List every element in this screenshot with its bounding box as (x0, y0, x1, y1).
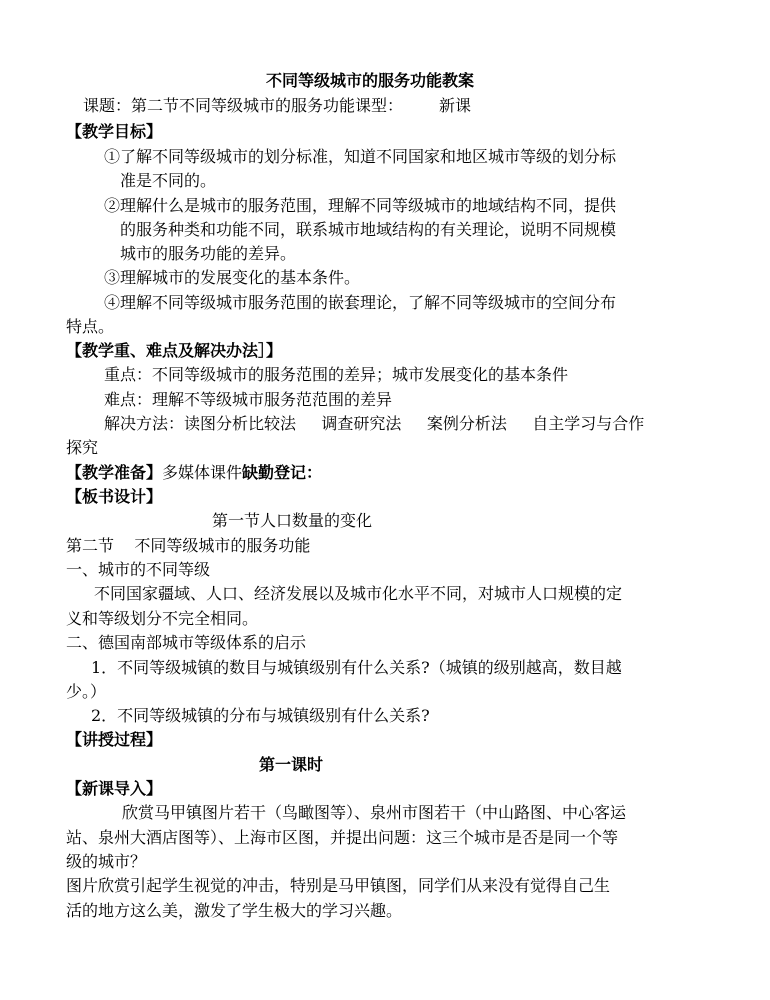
section-heading-goals: 【教学目标】 (66, 122, 163, 141)
board-line-2: 第二节 不同等级城市的服务功能 (66, 536, 311, 555)
absence-label: 缺勤登记： (242, 463, 323, 482)
board-question-2: 2．不同等级城镇的分布与城镇级别有什么关系? (91, 706, 430, 725)
prep-line (66, 462, 322, 484)
section-heading-process: 【讲授过程】 (66, 730, 163, 749)
section-heading-prep: 【教学准备】 (66, 463, 163, 482)
intro-line-d: 图片欣赏引起学生视觉的冲击，特别是马甲镇图，同学们从来没有觉得自己生 (66, 876, 611, 895)
board-line-5: 二、德国南部城市等级体系的启示 (66, 633, 307, 652)
section-heading-key-points: 【教学重、难点及解决办法］】 (66, 341, 283, 360)
method-line-b: 探究 (66, 438, 99, 457)
period-heading: 第一课时 (259, 755, 324, 774)
section-heading-intro: 【新课导入】 (66, 779, 163, 798)
intro-line-c: 级的城市？ (66, 852, 147, 871)
lesson-line (83, 95, 471, 117)
intro-line-e: 活的地方这么美，激发了学生极大的学习兴趣。 (66, 901, 403, 920)
board-line-1: 第一节人口数量的变化 (212, 511, 373, 530)
board-question-1a: 1．不同等级城镇的数目与城镇级别有什么关系?（城镇的级别越高，数目越 (91, 658, 622, 677)
method-line-a: 解决方法：读图分析比较法 调查研究法 案例分析法 自主学习与合作 (104, 414, 645, 433)
goal-4-line-a: ④理解不同等级城市服务范围的嵌套理论，了解不同等级城市的空间分布 (104, 293, 617, 312)
goal-1-line-b: 准是不同的。 (120, 171, 217, 190)
goal-2-line-b: 的服务种类和功能不同，联系城市地域结构的有关理论，说明不同规模 (120, 220, 617, 239)
goal-1-line-a: ①了解不同等级城市的划分标准，知道不同国家和地区城市等级的划分标 (104, 147, 617, 166)
intro-line-a: 欣赏马甲镇图片若干（鸟瞰图等）、泉州市图若干（中山路图、中心客运 (122, 803, 627, 822)
goal-2-line-c: 城市的服务功能的差异。 (120, 244, 297, 263)
prep-text: 多媒体课件 (162, 463, 243, 482)
intro-line-b: 站、泉州大酒店图等）、上海市区图，并提出问题：这三个城市是否是同一个等 (66, 828, 619, 847)
difficulty-text: 难点：理解不等级城市服务范范围的差异 (104, 390, 393, 409)
section-heading-board: 【板书设计】 (66, 487, 163, 506)
lesson-type: 新课 (439, 96, 472, 115)
goal-3: ③理解城市的发展变化的基本条件。 (104, 268, 361, 287)
board-line-4a: 不同国家疆域、人口、经济发展以及城市化水平不同，对城市人口规模的定 (94, 584, 623, 603)
lesson-topic: 课题：第二节不同等级城市的服务功能课型： (83, 96, 404, 115)
goal-4-line-b: 特点。 (66, 317, 115, 336)
goal-2-line-a: ②理解什么是城市的服务范围，理解不同等级城市的地域结构不同，提供 (104, 196, 617, 215)
board-question-1b: 少。） (66, 682, 107, 701)
key-point-text: 重点：不同等级城市的服务范围的差异；城市发展变化的基本条件 (104, 365, 569, 384)
board-line-3: 一、城市的不同等级 (66, 560, 211, 579)
doc-title: 不同等级城市的服务功能教案 (266, 71, 475, 90)
board-line-4b: 义和等级划分不完全相同。 (66, 609, 259, 628)
